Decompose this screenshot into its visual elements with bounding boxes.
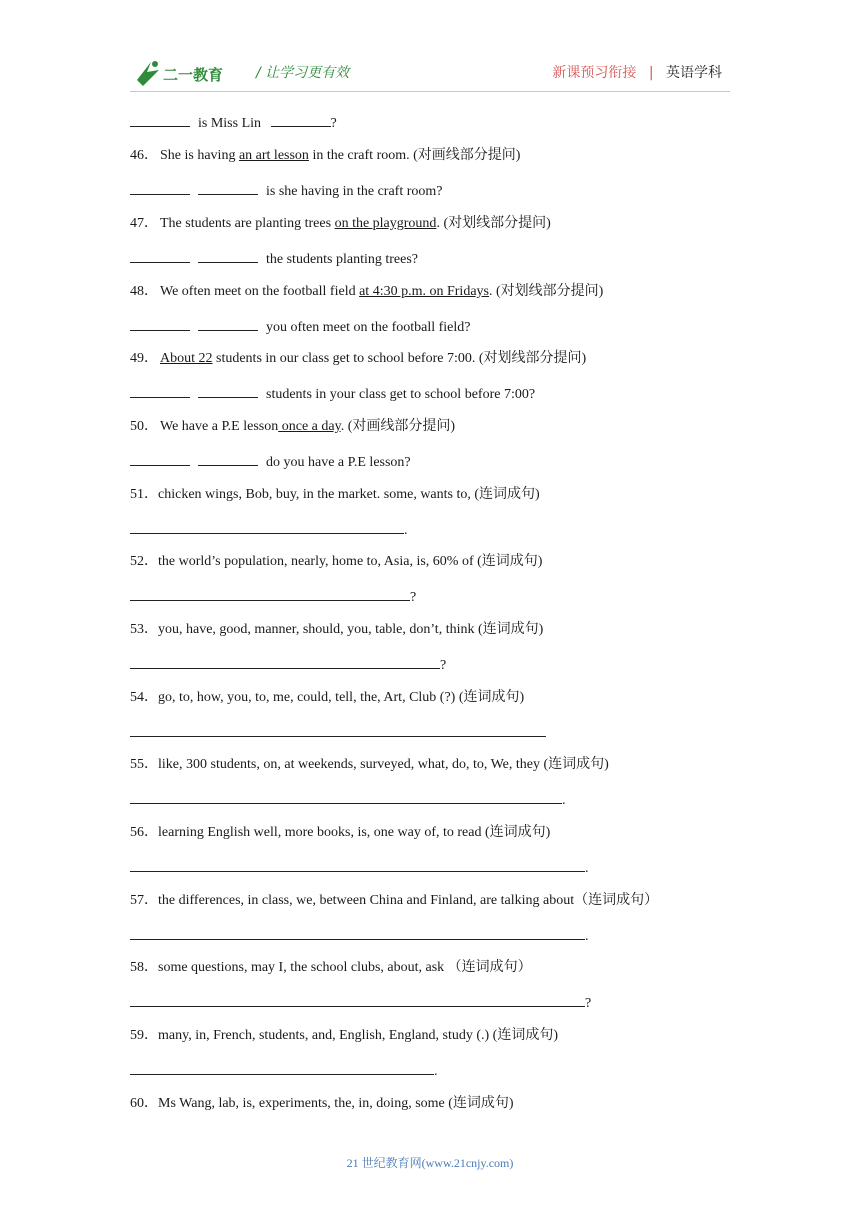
question-51: 51．chicken wings, Bob, buy, in the market. some, wants to, (连词成句): [130, 487, 540, 502]
question-47: 47． The students are planting trees on the playground. (对划线部分提问): [130, 216, 551, 231]
logo-text: 二一教育: [163, 66, 224, 84]
q47-answer-line: the students planting trees?: [130, 248, 418, 268]
logo-icon: [133, 58, 239, 88]
question-54: 54．go, to, how, you, to, me, could, tell, the, Art, Club (?) (连词成句): [130, 690, 525, 705]
answer-blank[interactable]: [130, 316, 190, 331]
answer-blank[interactable]: [130, 451, 190, 466]
answer-blank[interactable]: [198, 248, 258, 263]
q59-answer-line: .: [130, 1060, 438, 1080]
question-56: 56．learning English well, more books, is, one way of, to read (连词成句): [130, 825, 551, 840]
question-57: 57．the differences, in class, we, between China and Finland, are talking about（连词成句）: [130, 893, 659, 908]
question-55: 55．like, 300 students, on, at weekends, surveyed, what, do, to, We, they (连词成句): [130, 757, 609, 772]
answer-line[interactable]: [130, 857, 585, 872]
question-48: 48． We often meet on the football field at 4:30 p.m. on Fridays. (对划线部分提问): [130, 284, 604, 299]
question-50: 50． We have a P.E lesson once a day. (对画线部分提问): [130, 419, 456, 434]
q51-answer-line: .: [130, 519, 408, 539]
subject-name: 英语学科: [666, 65, 722, 81]
answer-blank[interactable]: [198, 451, 258, 466]
course-name: 新课预习衔接: [552, 65, 637, 81]
answer-line[interactable]: [130, 586, 410, 601]
underlined-phrase: once a day: [278, 419, 341, 434]
q50-answer-line: do you have a P.E lesson?: [130, 451, 411, 471]
underlined-phrase: at 4:30 p.m. on Fridays: [359, 284, 489, 299]
question-60: 60．Ms Wang, lab, is, experiments, the, in, doing, some (连词成句): [130, 1096, 514, 1111]
slogan: / 让学习更有效: [256, 65, 350, 81]
q54-answer-line: [130, 722, 546, 742]
q48-answer-line: you often meet on the football field?: [130, 316, 471, 336]
header-divider: [130, 91, 730, 92]
page-header: [0, 0, 860, 100]
answer-blank[interactable]: [130, 383, 190, 398]
answer-line[interactable]: [130, 925, 585, 940]
header-right: [552, 62, 722, 82]
question-52: 52．the world’s population, nearly, home to, Asia, is, 60% of (连词成句): [130, 554, 543, 569]
answer-blank[interactable]: [198, 383, 258, 398]
answer-line[interactable]: [130, 789, 562, 804]
answer-blank[interactable]: [271, 112, 331, 127]
answer-blank[interactable]: [198, 316, 258, 331]
q52-answer-line: ?: [130, 586, 416, 606]
answer-line[interactable]: [130, 1060, 434, 1075]
question-49: 49． About 22 students in our class get to school before 7:00. (对划线部分提问): [130, 351, 587, 366]
q58-answer-line: ?: [130, 992, 591, 1012]
answer-line[interactable]: [130, 519, 404, 534]
question-53: 53．you, have, good, manner, should, you, table, don’t, think (连词成句): [130, 622, 544, 637]
page-footer: 21 世纪教育网(www.21cnjy.com): [346, 1156, 514, 1170]
answer-blank[interactable]: [130, 248, 190, 263]
answer-blank[interactable]: [130, 112, 190, 127]
answer-blank[interactable]: [130, 180, 190, 195]
header-separator: |: [648, 65, 654, 81]
q57-answer-line: .: [130, 925, 589, 945]
underlined-phrase: an art lesson: [238, 148, 309, 163]
question-58: 58．some questions, may I, the school clubs, about, ask （连词成句）: [130, 960, 532, 975]
q53-answer-line: ?: [130, 654, 446, 674]
answer-line[interactable]: [130, 654, 440, 669]
question-59: 59．many, in, French, students, and, English, England, study (.) (连词成句): [130, 1028, 558, 1043]
question-46: 46． She is having an art lesson in the craft room. (对画线部分提问): [130, 148, 521, 163]
q45-answer-line: is Miss Lin ?: [130, 112, 337, 132]
q56-answer-line: .: [130, 857, 589, 877]
q55-answer-line: .: [130, 789, 566, 809]
underlined-phrase: on the playground: [334, 216, 437, 231]
q46-answer-line: is she having in the craft room?: [130, 180, 443, 200]
q49-answer-line: students in your class get to school before 7:00?: [130, 383, 535, 403]
answer-line[interactable]: [130, 722, 546, 737]
answer-blank[interactable]: [198, 180, 258, 195]
answer-line[interactable]: [130, 992, 585, 1007]
underlined-phrase: About 22: [160, 351, 213, 366]
